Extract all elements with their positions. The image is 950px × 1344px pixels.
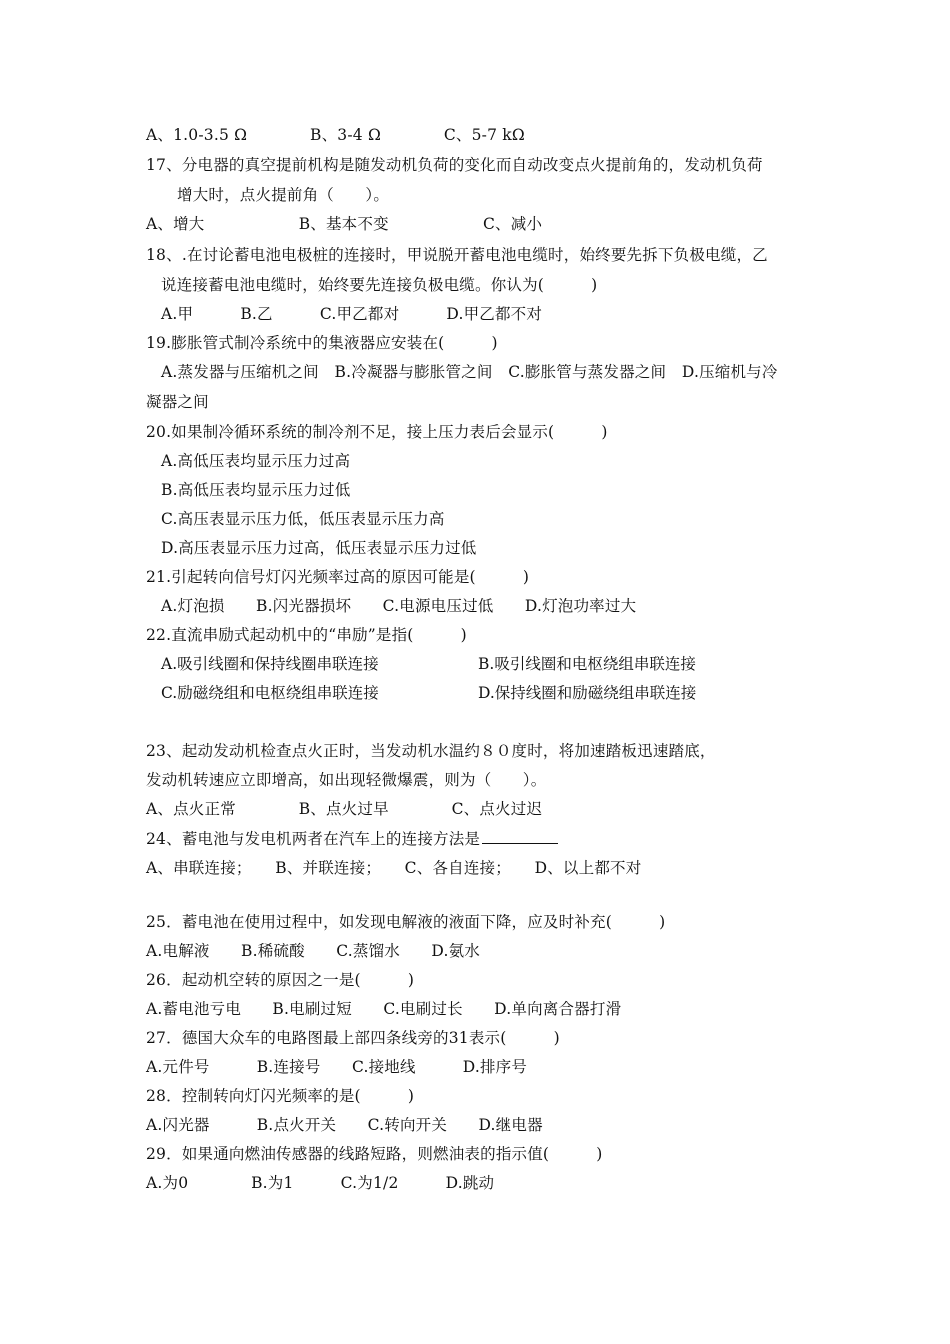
q18-options: A.甲 B.乙 C.甲乙都对 D.甲乙都不对 [161, 305, 543, 323]
q24-text-label: 24、蓄电池与发电机两者在汽车上的连接方法是 [146, 830, 481, 848]
q27-text: 27．德国大众车的电路图最上部四条线旁的31表示( ) [146, 1029, 560, 1047]
q22-option-c: C.励磁绕组和电枢绕组串联连接 [161, 684, 379, 702]
q25-options: A.电解液 B.稀硫酸 C.蒸馏水 D.氨水 [146, 942, 480, 960]
q25-text: 25．蓄电池在使用过程中，如发现电解液的液面下降，应及时补充( ) [146, 913, 666, 931]
q22-option-a: A.吸引线圈和保持线圈串联连接 [161, 655, 379, 673]
q28-options: A.闪光器 B.点火开关 C.转向开关 D.继电器 [146, 1116, 543, 1134]
q20-option-c: C.高压表显示压力低，低压表显示压力高 [161, 510, 445, 528]
q18-text: 18、.在讨论蓄电池电极桩的连接时，甲说脱开蓄电池电缆时，始终要先拆下负极电缆，乙 [146, 246, 768, 264]
q29-text: 29．如果通向燃油传感器的线路短路，则燃油表的指示值( ) [146, 1145, 603, 1163]
q29-options: A.为0 B.为1 C.为1/2 D.跳动 [146, 1174, 495, 1192]
q22-text: 22.直流串励式起动机中的“串励”是指( ) [146, 626, 467, 644]
q19-options: A.蒸发器与压缩机之间 B.冷凝器与膨胀管之间 C.膨胀管与蒸发器之间 D.压缩机与冷 [161, 363, 778, 381]
q24-text [146, 828, 558, 850]
q24-options: A、串联连接； B、并联连接； C、各自连接； D、以上都不对 [146, 859, 642, 877]
q22-option-b: B.吸引线圈和电枢绕组串联连接 [478, 655, 696, 673]
q26-options: A.蓄电池亏电 B.电刷过短 C.电刷过长 D.单向离合器打滑 [146, 1000, 622, 1018]
q18-text-cont: 说连接蓄电池电缆时，始终要先连接负极电缆。你认为( ) [161, 276, 598, 294]
answer-blank [482, 828, 558, 844]
q17-text-cont: 增大时，点火提前角（ ）。 [177, 186, 390, 204]
q20-text: 20.如果制冷循环系统的制冷剂不足，接上压力表后会显示( ) [146, 423, 608, 441]
q17-text: 17、分电器的真空提前机构是随发动机负荷的变化而自动改变点火提前角的，发动机负荷 [146, 156, 763, 174]
q23-options: A、点火正常 B、点火过早 C、点火过迟 [146, 800, 543, 818]
q20-option-d: D.高压表显示压力过高，低压表显示压力过低 [161, 539, 477, 557]
q23-text-cont: 发动机转速应立即增高，如出现轻微爆震，则为（ ）。 [146, 771, 547, 789]
q20-option-a: A.高低压表均显示压力过高 [161, 452, 351, 470]
q21-text: 21.引起转向信号灯闪光频率过高的原因可能是( ) [146, 568, 530, 586]
q28-text: 28．控制转向灯闪光频率的是( ) [146, 1087, 415, 1105]
q19-options-cont: 凝器之间 [146, 393, 209, 411]
q22-option-d: D.保持线圈和励磁绕组串联连接 [478, 684, 697, 702]
q17-options: A、增大 B、基本不变 C、减小 [146, 215, 543, 233]
q16-options: A、1.0-3.5 Ω B、3-4 Ω C、5-7 kΩ [146, 126, 525, 144]
q19-text: 19.膨胀管式制冷系统中的集液器应安装在( ) [146, 334, 498, 352]
q26-text: 26．起动机空转的原因之一是( ) [146, 971, 415, 989]
q20-option-b: B.高低压表均显示压力过低 [161, 481, 351, 499]
q23-text: 23、起动发动机检查点火正时，当发动机水温约８０度时，将加速踏板迅速踏底， [146, 742, 716, 760]
q21-options: A.灯泡损 B.闪光器损坏 C.电源电压过低 D.灯泡功率过大 [161, 597, 637, 615]
q27-options: A.元件号 B.连接号 C.接地线 D.排序号 [146, 1058, 528, 1076]
